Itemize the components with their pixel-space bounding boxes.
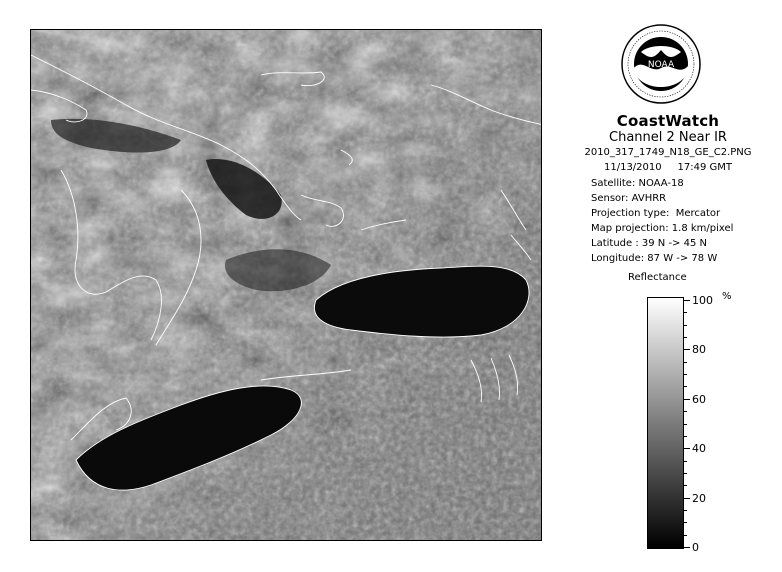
- satellite-map: [30, 29, 542, 541]
- projection-type: Projection type: Mercator: [591, 208, 721, 219]
- satellite: Satellite: NOAA-18: [591, 178, 684, 189]
- noaa-logo-text: NOAA: [647, 60, 675, 70]
- colorbar-minor-tick: [684, 337, 687, 338]
- brand-title: CoastWatch: [616, 112, 720, 130]
- noaa-logo: [621, 24, 701, 104]
- colorbar-minor-tick: [684, 312, 687, 313]
- colorbar-tick-label: 100: [692, 294, 713, 307]
- colorbar-tick: [684, 399, 690, 400]
- colorbar-minor-tick: [684, 424, 687, 425]
- colorbar-minor-tick: [684, 473, 687, 474]
- colorbar-tick-label: 40: [692, 442, 706, 456]
- channel-label: Channel 2 Near IR: [609, 130, 727, 145]
- sensor: Sensor: AVHRR: [591, 193, 667, 204]
- colorbar-minor-tick: [684, 325, 687, 326]
- colorbar-minor-tick: [684, 436, 687, 437]
- noaa-logo-icon: [621, 24, 701, 104]
- colorbar-tick: [684, 300, 690, 301]
- colorbar-minor-tick: [684, 362, 687, 363]
- filename: 2010_317_1749_N18_GE_C2.PNG: [584, 147, 752, 158]
- colorbar-minor-tick: [684, 461, 687, 462]
- colorbar-tick: [684, 498, 690, 499]
- colorbar-minor-tick: [684, 411, 687, 412]
- colorbar-minor-tick: [684, 386, 687, 387]
- colorbar-tick-label: 20: [692, 491, 706, 505]
- longitude-range: Longitude: 87 W -> 78 W: [591, 253, 718, 264]
- datetime: 11/13/2010 17:49 GMT: [603, 162, 732, 173]
- colorbar-minor-tick: [684, 374, 687, 375]
- legend-title: Reflectance: [628, 272, 687, 283]
- colorbar-minor-tick: [684, 535, 687, 536]
- colorbar-minor-tick: [684, 510, 687, 511]
- colorbar-tick-label: 60: [692, 392, 706, 406]
- colorbar-tick-label: 80: [692, 343, 706, 357]
- colorbar-tick: [684, 349, 690, 350]
- colorbar-tick: [684, 547, 690, 548]
- legend-unit: %: [722, 291, 732, 302]
- reflectance-colorbar: [647, 297, 684, 549]
- colorbar-minor-tick: [684, 485, 687, 486]
- colorbar-tick-label: 0: [692, 541, 699, 554]
- colorbar-minor-tick: [684, 522, 687, 523]
- latitude-range: Latitude : 39 N -> 45 N: [591, 238, 707, 249]
- satellite-image: [31, 30, 542, 541]
- map-projection: Map projection: 1.8 km/pixel: [591, 223, 734, 234]
- colorbar-tick: [684, 448, 690, 449]
